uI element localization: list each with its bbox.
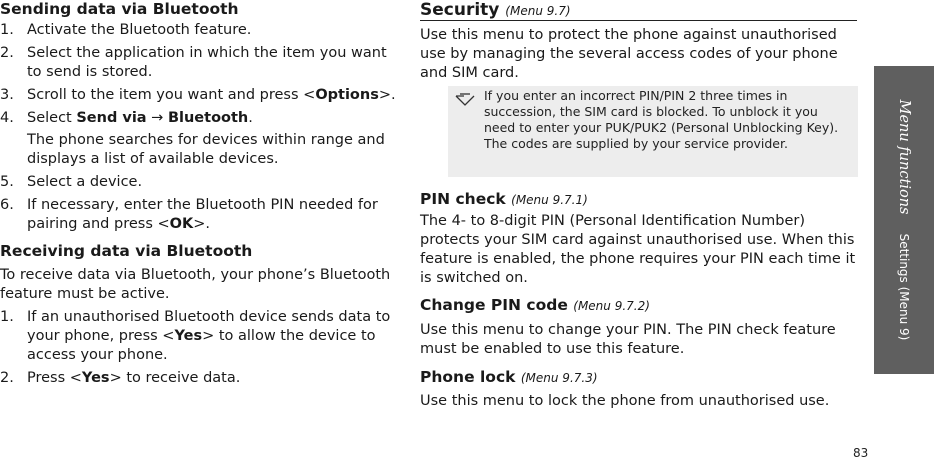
- sending-heading: Sending data via Bluetooth: [0, 0, 239, 18]
- heading-divider: [420, 20, 857, 21]
- note-text: If you enter an incorrect PIN/PIN 2 three times in succession, the SIM card is blocked. To unblock it you need to enter your PUK/PUK2 (Personal Unblocking Key). The codes are supplied by your service provider.: [484, 88, 839, 151]
- chapter-tab-label: [896, 100, 912, 341]
- chapter-name: Menu functions: [896, 99, 912, 215]
- change-pin-heading: Change PIN code (Menu 9.7.2): [420, 296, 650, 314]
- step-4-detail: The phone searches for devices within range and displays a list of available devices.: [27, 132, 385, 167]
- security-intro: Use this menu to protect the phone against unauthorised use by managing the several access codes of your phone and SIM card.: [420, 27, 838, 81]
- page-number: 83: [853, 446, 869, 460]
- note-pencil-icon: [454, 90, 476, 112]
- receiving-intro: To receive data via Bluetooth, your phone’s Bluetooth feature must be active.: [0, 267, 391, 302]
- change-pin-text: Use this menu to change your PIN. The PIN check feature must be enabled to use this feature.: [420, 322, 836, 357]
- pin-check-text: The 4- to 8-digit PIN (Personal Identification Number) protects your SIM card against unauthorised use. When this feature is enabled, the phone requires your PIN each time it is switched on.: [420, 213, 856, 286]
- phone-lock-text: Use this menu to lock the phone from unauthorised use.: [420, 393, 830, 409]
- pin-check-heading: PIN check (Menu 9.7.1): [420, 190, 588, 208]
- receiving-heading: Receiving data via Bluetooth: [0, 242, 253, 260]
- security-menu-ref: (Menu 9.7): [505, 4, 571, 18]
- section-name: Settings (Menu 9): [897, 233, 911, 341]
- security-heading: Security (Menu 9.7): [420, 0, 571, 20]
- phone-lock-heading: Phone lock (Menu 9.7.3): [420, 368, 598, 386]
